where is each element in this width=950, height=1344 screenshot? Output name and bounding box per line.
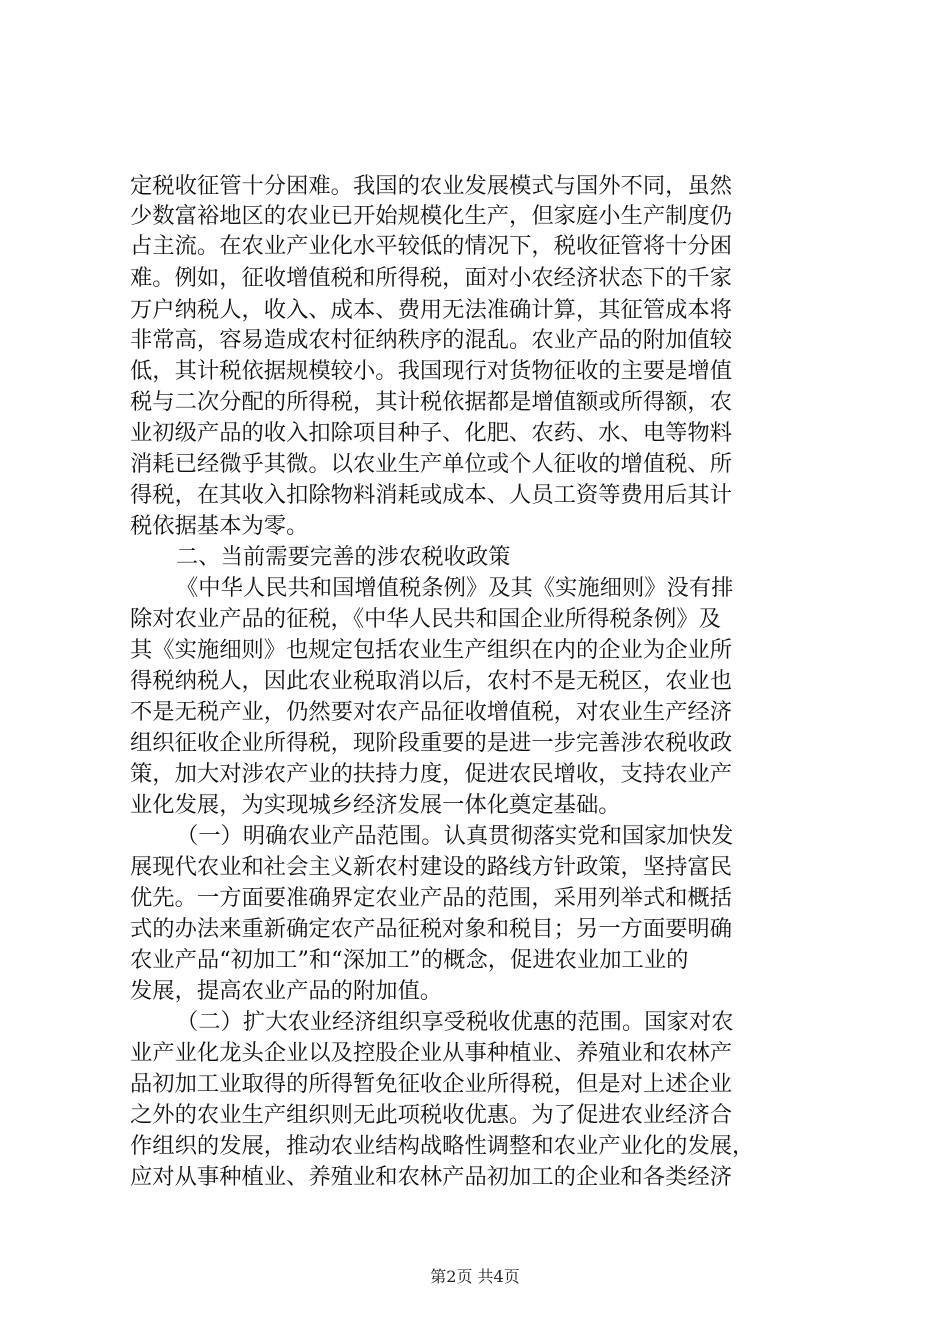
text-line: 低，其计税依据规模较小。我国现行对货物征收的主要是增值 (130, 358, 733, 384)
subsection-heading: （二）扩大农业经济组织享受税收优惠的范围。国家对农 (176, 1009, 734, 1035)
text-line: 作组织的发展，推动农业结构战略性调整和农业产业化的发展， (130, 1133, 755, 1159)
text-line: 品初加工业取得的所得暂免征收企业所得税，但是对上述企业 (130, 1071, 733, 1097)
text-line: 业化发展，为实现城乡经济发展一体化奠定基础。 (130, 792, 621, 818)
text-line: 业产业化龙头企业以及控股企业从事种植业、养殖业和农林产 (130, 1040, 733, 1066)
text-line: 少数富裕地区的农业已开始规模化生产，但家庭小生产制度仍 (130, 203, 733, 229)
text-line: 定税收征管十分困难。我国的农业发展模式与国外不同，虽然 (130, 173, 733, 199)
text-line: 发展，提高农业产品的附加值。 (130, 978, 443, 1004)
text-line: 万户纳税人，收入、成本、费用无法准确计算，其征管成本将 (130, 297, 733, 323)
text-line: 《中华人民共和国增值税条例》及其《实施细则》没有排 (176, 575, 734, 601)
text-line: 得税，在其收入扣除物料消耗或成本、人员工资等费用后其计 (130, 482, 733, 508)
text-line: 应对从事种植业、养殖业和农林产品初加工的企业和各类经济 (130, 1164, 733, 1190)
text-line: 得税纳税人，因此农业税取消以后，农村不是无税区，农业也 (130, 668, 733, 694)
text-line: 之外的农业生产组织则无此项税收优惠。为了促进农业经济合 (130, 1102, 733, 1128)
text-line: 其《实施细则》也规定包括农业生产组织在内的企业为企业所 (130, 637, 733, 663)
section-heading: 二、当前需要完善的涉农税收政策 (176, 544, 511, 570)
text-line: 业初级产品的收入扣除项目种子、化肥、农药、水、电等物料 (130, 420, 733, 446)
text-line: 难。例如，征收增值税和所得税，面对小农经济状态下的千家 (130, 265, 733, 291)
text-line: 式的办法来重新确定农产品征税对象和税目；另一方面要明确 (130, 916, 733, 942)
text-line: 展现代农业和社会主义新农村建设的路线方针政策，坚持富民 (130, 854, 733, 880)
text-line: 策，加大对涉农产业的扶持力度，促进农民增收，支持农业产 (130, 761, 733, 787)
text-line: 除对农业产品的征税，《中华人民共和国企业所得税条例》及 (130, 606, 721, 632)
text-line: 税与二次分配的所得税，其计税依据都是增值额或所得额，农 (130, 389, 733, 415)
text-line: 税依据基本为零。 (130, 513, 309, 539)
text-line: 不是无税产业，仍然要对农产品征收增值税，对农业生产经济 (130, 699, 733, 725)
text-line: 消耗已经微乎其微。以农业生产单位或个人征收的增值税、所 (130, 451, 733, 477)
text-line: 农业产品“初加工”和“深加工”的概念，促进农业加工业的 (130, 947, 689, 973)
text-line: 非常高，容易造成农村征纳秩序的混乱。农业产品的附加值较 (130, 327, 733, 353)
text-line: 优先。一方面要准确界定农业产品的范围，采用列举式和概括 (130, 885, 733, 911)
subsection-heading: （一）明确农业产品范围。认真贯彻落实党和国家加快发 (176, 823, 734, 849)
page-number: 第2页 共4页 (430, 1267, 520, 1286)
text-line: 占主流。在农业产业化水平较低的情况下，税收征管将十分困 (130, 233, 733, 259)
text-line: 组织征收企业所得税，现阶段重要的是进一步完善涉农税收政 (130, 730, 733, 756)
